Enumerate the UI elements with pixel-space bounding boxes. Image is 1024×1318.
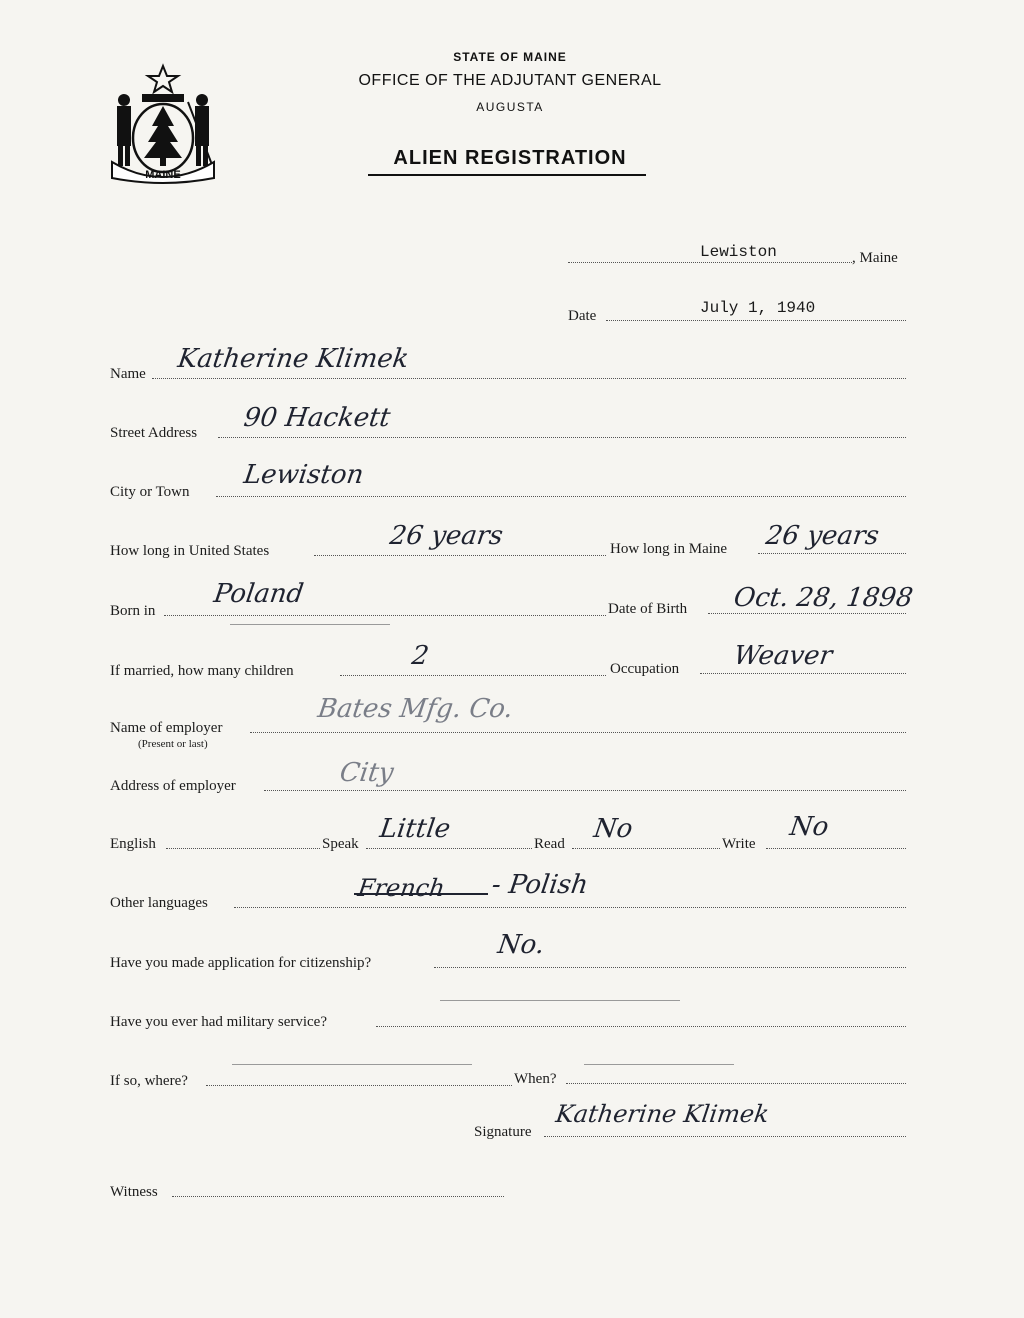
city-line (216, 496, 906, 497)
children-value: 2 (409, 641, 431, 671)
date-value: July 1, 1940 (700, 299, 816, 317)
maine-duration-label: How long in Maine (610, 541, 728, 557)
maine-state-seal-icon (104, 62, 222, 188)
dob-value: Oct. 28, 1898 (731, 583, 915, 613)
witness-line (172, 1196, 504, 1197)
us-duration-value: 26 years (387, 521, 505, 551)
occupation-value: Weaver (731, 641, 835, 671)
header-office: OFFICE OF THE ADJUTANT GENERAL (358, 72, 662, 89)
where-dash (232, 1064, 472, 1065)
witness-label: Witness (110, 1184, 158, 1200)
signature-label: Signature (474, 1124, 532, 1140)
children-line (340, 675, 606, 676)
header-state: STATE OF MAINE (453, 50, 567, 64)
employer-line (250, 732, 906, 733)
place-value: Lewiston (700, 243, 777, 261)
occupation-line (700, 673, 906, 674)
read-label: Read (534, 836, 565, 852)
other-languages-value: - Polish (489, 870, 590, 900)
born-line (164, 615, 606, 616)
header-city: AUGUSTA (476, 100, 544, 114)
other-languages-line (234, 907, 906, 908)
employer-address-value: City (337, 758, 396, 788)
speak-label: Speak (322, 836, 359, 852)
employer-label: Name of employer (110, 720, 223, 736)
street-label: Street Address (110, 425, 198, 441)
employer-address-label: Address of employer (110, 778, 236, 794)
employer-sublabel: (Present or last) (138, 738, 208, 750)
speak-line (366, 848, 532, 849)
english-line (166, 848, 320, 849)
when-line (566, 1083, 906, 1084)
us-duration-line (314, 555, 606, 556)
citizenship-value: No. (495, 930, 547, 960)
other-languages-label: Other languages (110, 895, 208, 911)
us-duration-label: How long in United States (110, 543, 270, 559)
employer-value: Bates Mfg. Co. (315, 694, 515, 724)
employer-address-line (264, 790, 906, 791)
place-line (568, 262, 852, 263)
pencil-mark (230, 624, 390, 625)
speak-value: Little (377, 814, 453, 844)
signature-value: Katherine Klimek (554, 1100, 771, 1128)
svg-text:MAINE: MAINE (145, 169, 181, 181)
citizenship-label: Have you made application for citizenship? (110, 955, 372, 971)
children-label: If married, how many children (110, 663, 294, 679)
date-line (606, 320, 906, 321)
city-label: City or Town (110, 484, 190, 500)
when-label: When? (514, 1071, 557, 1087)
strikethrough (354, 893, 488, 895)
military-line (376, 1026, 906, 1027)
born-label: Born in (110, 603, 156, 619)
form-title: ALIEN REGISTRATION (393, 147, 627, 169)
title-underline (368, 174, 646, 176)
street-line (218, 437, 906, 438)
place-suffix: , Maine (852, 250, 898, 266)
where-line (206, 1085, 512, 1086)
name-value: Katherine Klimek (175, 344, 411, 374)
dob-label: Date of Birth (608, 601, 688, 617)
military-label: Have you ever had military service? (110, 1014, 327, 1030)
write-value: No (787, 812, 831, 842)
name-line (152, 378, 906, 379)
where-label: If so, where? (110, 1073, 188, 1089)
when-dash (584, 1064, 734, 1065)
read-value: No (591, 814, 635, 844)
other-languages-struck: French (356, 874, 447, 902)
english-label: English (110, 836, 156, 852)
pencil-dash (440, 1000, 680, 1001)
born-value: Poland (211, 579, 306, 609)
street-value: 90 Hackett (241, 403, 393, 433)
maine-duration-line (758, 553, 906, 554)
maine-duration-value: 26 years (763, 521, 881, 551)
write-label: Write (722, 836, 756, 852)
date-label: Date (568, 308, 597, 324)
city-value: Lewiston (241, 460, 366, 490)
write-line (766, 848, 906, 849)
dob-line (708, 613, 906, 614)
signature-line (544, 1136, 906, 1137)
name-label: Name (110, 366, 146, 382)
occupation-label: Occupation (610, 661, 680, 677)
citizenship-line (434, 967, 906, 968)
read-line (572, 848, 720, 849)
